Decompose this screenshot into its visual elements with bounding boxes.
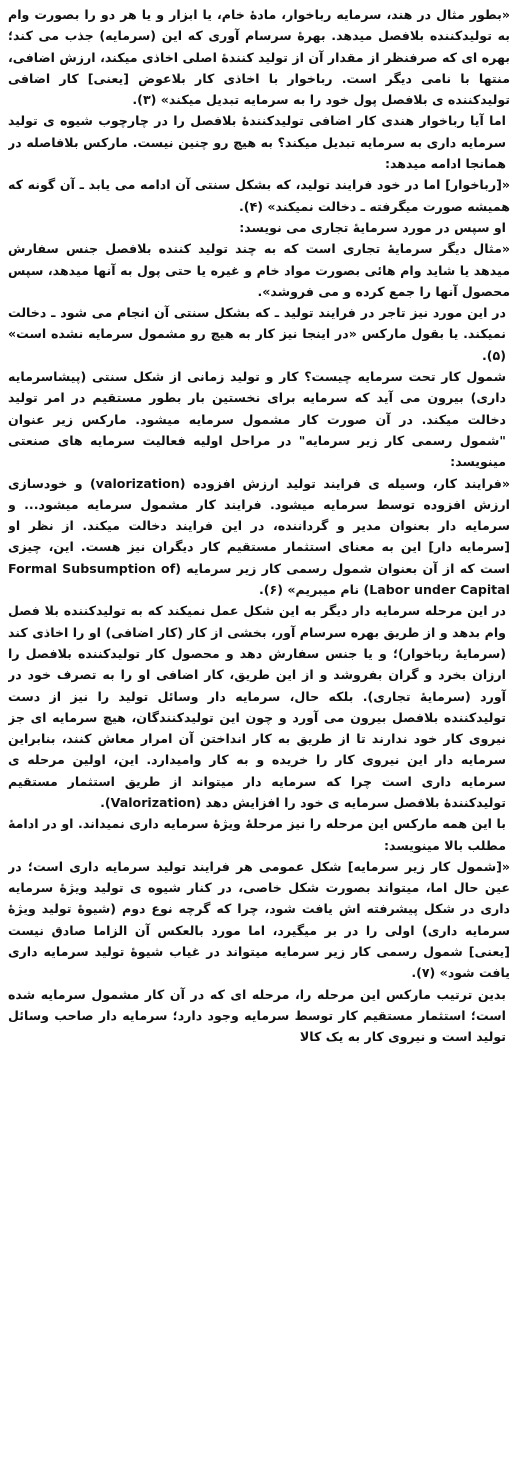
- paragraph-8: «فرایند کار، وسیله ی فرایند تولید ارزش افزوده (valorization) و خودسازی ارزش افزوده توسط سرمایه میشود. فرایند کار مشمول سرمایه میشود... و سرمایه دار بعنوان مدیر و گرداننده، در این فرایند دخالت میکند. از نظر او [سرمایه دار] این به معنای استثمار مستقیم کار دیگران نیز هست. این، چیزی است که از آن بعنوان شمول رسمی کار زیر سرمایه (Formal Subsumption of Labor under Capital) نام میبریم» (۶).: [8, 475, 510, 598]
- paragraph-7: شمول کار تحت سرمایه چیست؟ کار و تولید زمانی از شکل سنتی (پیشاسرمایه داری) بیرون می آید که سرمایه برای نخستین بار بطور مستقیم در امر تولید دخالت میکند. در آن صورت کار مشمول سرمایه میشود. مارکس زیر عنوان "شمول رسمی کار زیر سرمایه" در مراحل اولیه فعالیت سرمایه های صنعتی مینویسد:: [8, 369, 506, 470]
- paragraph-10: با این همه مارکس این مرحله را نیز مرحلهٔ ویژهٔ سرمایه داری نمیداند. او در ادامهٔ مطلب بالا مینویسد:: [8, 816, 506, 853]
- paragraph-12: بدین ترتیب مارکس این مرحله را، مرحله ای که در آن کار مشمول سرمایه شده است؛ استثمار مستقیم کار توسط سرمایه وجود دارد؛ سرمایه دار صاحب وسائل تولید است و نیروی کار به یک کالا: [8, 986, 506, 1045]
- paragraph-3: «[رباخوار] اما در خود فرایند تولید، که بشکل سنتی آن ادامه می یابد ـ آن گونه که همیشه صورت میگرفته ـ دخالت نمیکند» (۴).: [8, 177, 510, 214]
- paragraph-4: او سپس در مورد سرمایهٔ تجاری می نویسد:: [239, 219, 506, 235]
- paragraph-9: در این مرحله سرمایه دار دیگر به این شکل عمل نمیکند که به تولیدکننده بلا فصل وام بدهد و از طریق بهره سرسام آور، بخشی از کار (کار اضافی) او را اخاذی کند (سرمایهٔ رباخوار)؛ و یا جنس سفارش دهد و محصول کار تولیدکننده بلافصل را ارزان بخرد و گران بفروشد و از این طریق، کار اضافی او را به تصرف خود در آورد (سرمایهٔ تجاری). بلکه حال، سرمایه دار وسائل تولید را نیز از دست تولیدکننده بلافصل بیرون می آورد و چون این تولیدکنندگان، هیچ سرمایه ای جز نیروی کار خود ندارند تا از طریق به کار انداختن آن امرار معاش کنند، بنابراین سرمایه دار این نیروی کار را خریده و به کار وامیدارد. این، اولین مرحله ی سرمایه داری است چرا که سرمایه دار میتواند از طریق استثمار مستقیم تولیدکنندهٔ بلافصل سرمایه ی خود را افزایش دهد (Valorization).: [8, 603, 506, 810]
- paragraph-11: «[شمول کار زیر سرمایه] شکل عمومی هر فرایند تولید سرمایه داری است؛ در عین حال اما، میتواند بصورت شکل خاصی، در کنار شیوه ی تولید ویژهٔ سرمایه داری در شکل پیشرفته اش یافت شود، چرا که گرچه نوع دوم (شیوهٔ تولید ویژهٔ سرمایه داری) اولی را در بر میگیرد، اما مورد بالعکس آن الزاما صادق نیست [یعنی] شمول رسمی کار زیر سرمایه میتواند در غیاب شیوهٔ تولید سرمایه داری یافت شود» (۷).: [8, 858, 510, 981]
- paragraph-2: اما آیا رباخوار هندی کار اضافی تولیدکنندهٔ بلافصل را در چارچوب شیوه ی تولید سرمایه داری به سرمایه تبدیل میکند؟ به هیچ رو چنین نیست. مارکس بلافاصله در همانجا ادامه میدهد:: [8, 113, 506, 172]
- paragraph-6: در این مورد نیز تاجر در فرایند تولید ـ که بشکل سنتی آن انجام می شود ـ دخالت نمیکند. یا بقول مارکس «در اینجا نیز کار به هیچ رو مشمول سرمایه نشده است» (۵).: [8, 305, 506, 363]
- paragraph-5: «مثال دیگر سرمایهٔ تجاری است که به چند تولید کننده بلافصل جنس سفارش میدهد یا شاید وام هائی بصورت مواد خام و غیره یا حتی پول به آنها میدهد، سپس محصول آنها را جمع کرده و می فروشد».: [8, 241, 510, 299]
- document-page: [8, 0, 512, 1476]
- paragraph-1: «بطور مثال در هند، سرمایه رباخوار، مادهٔ خام، یا ابزار و یا هر دو را بصورت وام به تولیدکننده بلافصل میدهد. بهرهٔ سرسام آوری که این (سرمایه) جذب می کند؛ بهره ای که صرفنظر از مقدار آن از تولید کنندهٔ اصلی اخاذی میکند، ارزش اضافی، منتها با نامی دیگر است. رباخوار با اخاذی کار بلاعوض [یعنی] کار اضافی تولیدکننده ی بلافصل پول خود را به سرمایه تبدیل میکند» (۳).: [8, 7, 510, 108]
